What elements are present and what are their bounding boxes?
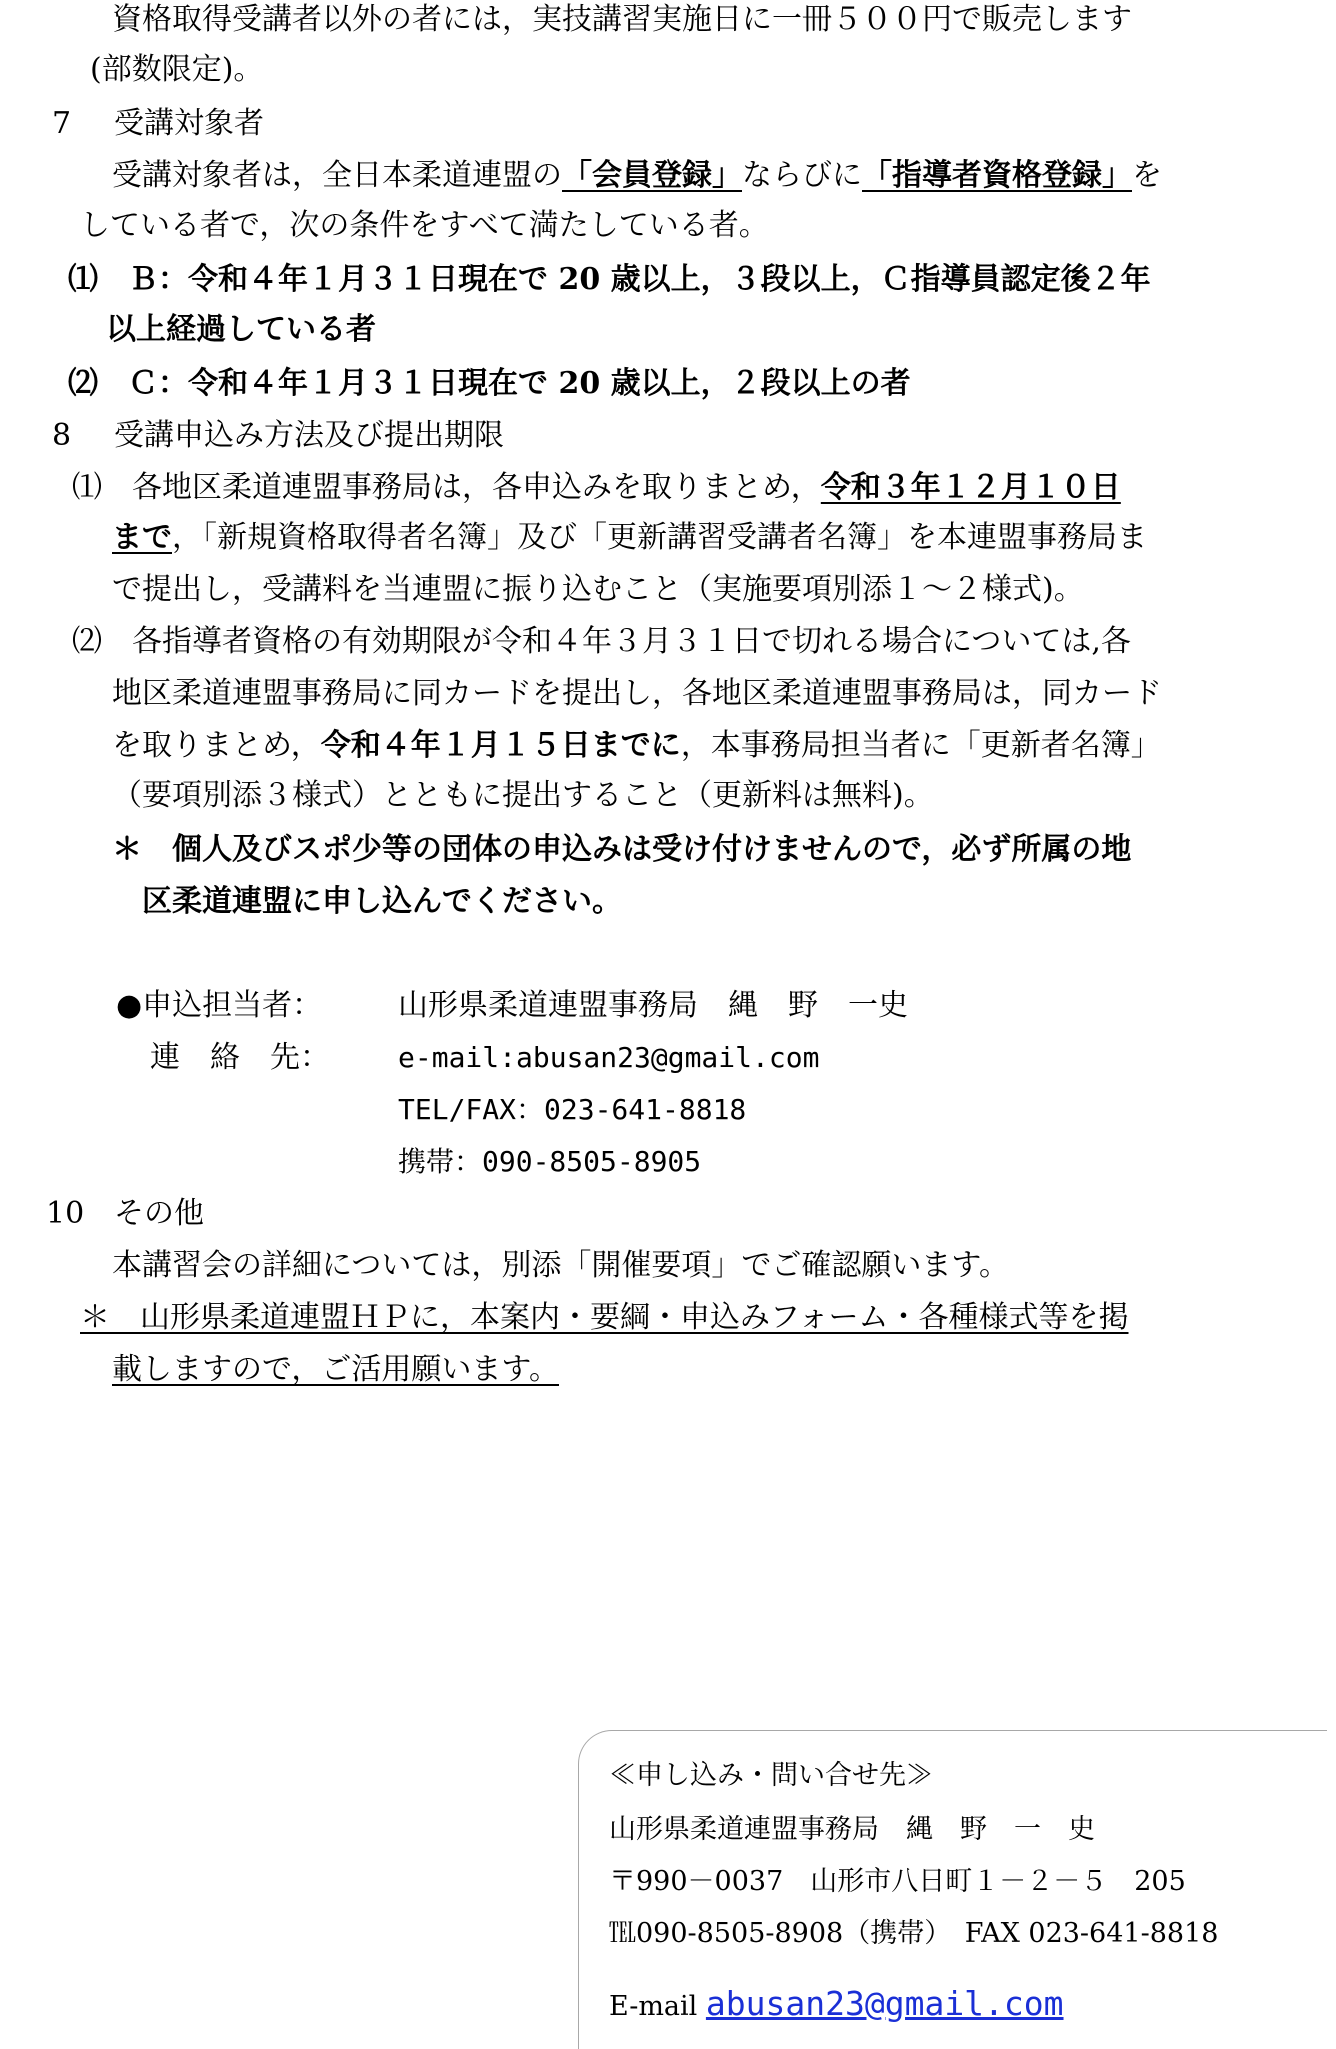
body-line: 資格取得受講者以外の者には，実技講習実施日に一冊５００円で販売します — [112, 2, 1132, 37]
email-link[interactable]: abusan23@gmail.com — [705, 1984, 1064, 2023]
emphasis-member-registration: 「会員登録」 — [562, 158, 742, 193]
section-title: 受講対象者 — [114, 106, 264, 141]
contact-box-address: 〒990－0037 山形市八日町１－２－５ 205 — [609, 1866, 1186, 1897]
contact-box-office: 山形県柔道連盟事務局 縄 野 一 史 — [609, 1814, 1095, 1845]
email-label: E-mail — [609, 1991, 698, 2022]
text-fragment: を取りまとめ， — [112, 728, 321, 763]
body-line: で提出し，受講料を当連盟に振り込むこと（実施要項別添１～２様式)。 — [112, 572, 1084, 607]
body-line: （要項別添３様式）とともに提出すること（更新料は無料)。 — [112, 778, 934, 813]
contact-person-value: 山形県柔道連盟事務局 縄 野 一史 — [398, 988, 908, 1023]
contact-box-email-row — [609, 1984, 1064, 2024]
section-number: 7 — [52, 106, 72, 141]
body-line: (部数限定)。 — [90, 52, 264, 87]
body-line — [112, 158, 1162, 194]
deadline-made: まで — [112, 520, 172, 555]
deadline-date: 令和３年１２月１０日 — [820, 470, 1121, 505]
contact-email[interactable]: e-mail:abusan23@gmail.com — [398, 1041, 820, 1074]
body-line — [112, 728, 1161, 764]
emphasis-instructor-registration: 「指導者資格登録」 — [862, 158, 1132, 193]
body-line: 本講習会の詳細については，別添「開催要項」でご確認願います。 — [112, 1248, 1009, 1283]
body-line: 地区柔道連盟事務局に同カードを提出し，各地区柔道連盟事務局は，同カード — [112, 676, 1162, 711]
text-fragment: ，本事務局担当者に「更新者名簿」 — [680, 728, 1161, 763]
text-fragment: 受講対象者は，全日本柔道連盟の — [112, 158, 562, 193]
condition-b: ⑴ Ｂ：令和４年１月３１日現在で 20 歳以上，３段以上，Ｃ指導員認定後２年 — [68, 262, 1151, 297]
section-title: 受講申込み方法及び提出期限 — [114, 418, 504, 453]
contact-box — [578, 1730, 1327, 2049]
section-number: 10 — [46, 1196, 85, 1231]
body-line: ⑵ 各指導者資格の有効期限が令和４年３月３１日で切れる場合については,各 — [72, 624, 1131, 659]
contact-mobile: 携帯：090-8505-8905 — [398, 1145, 702, 1178]
hp-notice: ＊ 山形県柔道連盟ＨＰに，本案内・要綱・申込みフォーム・各種様式等を掲 — [80, 1300, 1129, 1335]
section-number: 8 — [52, 418, 72, 453]
contact-label: 連 絡 先： — [150, 1040, 330, 1075]
notice-line-cont: 区柔道連盟に申し込んでください。 — [142, 884, 622, 919]
text-fragment: ，「新規資格取得者名簿」及び「更新講習受講者名簿」を本連盟事務局ま — [172, 520, 1147, 555]
contact-person-label: ●申込担当者： — [116, 988, 323, 1023]
body-line — [72, 470, 1121, 506]
condition-c: ⑵ Ｃ：令和４年１月３１日現在で 20 歳以上，２段以上の者 — [68, 366, 911, 401]
renewal-deadline: 令和４年１月１５日までに — [320, 728, 681, 763]
hp-notice-cont: 載しますので，ご活用願います。 — [112, 1352, 559, 1387]
body-line: している者で，次の条件をすべて満たしている者。 — [80, 208, 769, 243]
section-title: その他 — [114, 1196, 204, 1231]
contact-tel-fax: TEL/FAX：023-641-8818 — [398, 1093, 747, 1126]
contact-box-tel-fax: ℡090‐8505‐8908（携帯） FAX 023‐641‐8818 — [609, 1918, 1219, 1949]
text-fragment: を — [1132, 158, 1162, 193]
notice-line: ＊ 個人及びスポ少等の団体の申込みは受け付けませんので，必ず所属の地 — [112, 832, 1132, 867]
condition-b-cont: 以上経過している者 — [106, 312, 376, 347]
contact-box-heading: ≪申し込み・問い合せ先≫ — [609, 1760, 933, 1791]
body-line — [112, 520, 1147, 556]
text-fragment: ⑴ 各地区柔道連盟事務局は，各申込みを取りまとめ， — [72, 470, 821, 505]
text-fragment: ならびに — [742, 158, 862, 193]
